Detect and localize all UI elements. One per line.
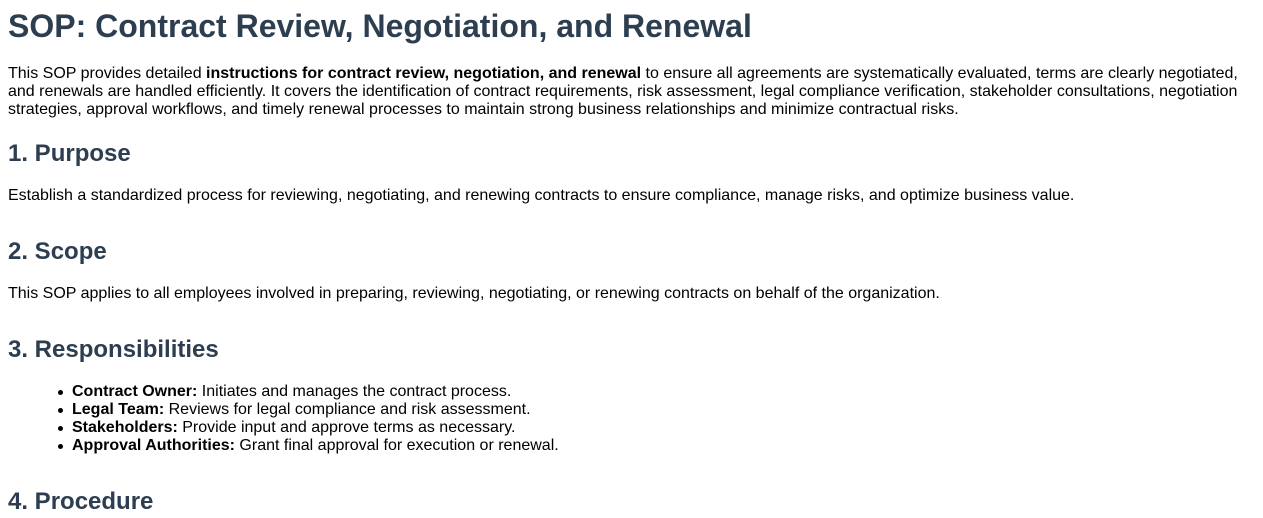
section-heading-scope: 2. Scope xyxy=(8,238,107,265)
list-item xyxy=(72,401,559,419)
list-item xyxy=(72,437,559,455)
role-label: Legal Team: xyxy=(72,401,165,418)
role-description: Grant final approval for execution or renewal. xyxy=(234,437,559,454)
role-description: Initiates and manages the contract process. xyxy=(197,383,512,400)
role-description: Reviews for legal compliance and risk assessment. xyxy=(164,401,531,418)
section-heading-responsibilities: 3. Responsibilities xyxy=(8,336,219,363)
responsibilities-list xyxy=(0,383,559,455)
section-heading-purpose: 1. Purpose xyxy=(8,140,131,167)
list-item xyxy=(72,383,559,401)
role-label: Approval Authorities: xyxy=(72,437,235,454)
role-label: Contract Owner: xyxy=(72,383,198,400)
page-title: SOP: Contract Review, Negotiation, and Renewal xyxy=(8,8,752,44)
intro-bold: instructions for contract review, negotiation, and renewal xyxy=(206,65,642,82)
intro-paragraph xyxy=(8,65,1248,119)
intro-prefix: This SOP provides detailed xyxy=(8,65,207,82)
role-description: Provide input and approve terms as necessary. xyxy=(177,419,516,436)
section-heading-procedure: 4. Procedure xyxy=(8,488,154,515)
role-label: Stakeholders: xyxy=(72,419,178,436)
list-item xyxy=(72,419,559,437)
intro-suffix: to ensure all agreements are systematically evaluated, terms are clearly negotiated, and renewals are handled efficiently. It covers the identification of contract requirements, risk assessment, legal compliance verification, stakeholder consultations, negotiation strategies, approval workflows, and timely renewal processes to maintain strong business relationships and minimize contractual risks. xyxy=(8,65,1238,118)
section-body-purpose: Establish a standardized process for reviewing, negotiating, and renewing contracts to ensure compliance, manage risks, and optimize business value. xyxy=(8,187,1075,204)
section-body-scope: This SOP applies to all employees involved in preparing, reviewing, negotiating, or renewing contracts on behalf of the organization. xyxy=(8,285,940,302)
